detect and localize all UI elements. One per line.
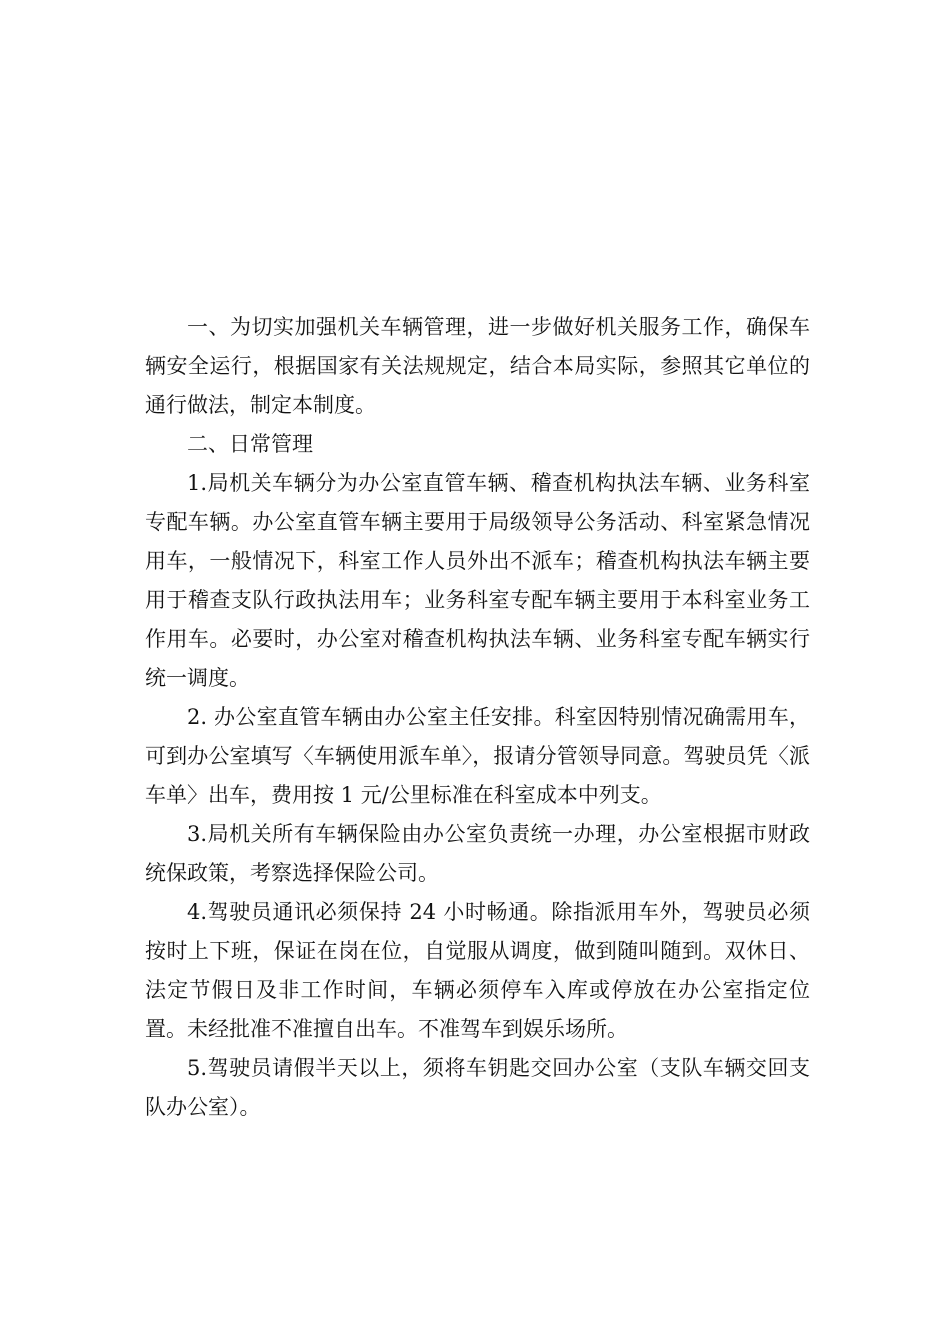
- paragraph-item-2: 2. 办公室直管车辆由办公室主任安排。科室因特别情况确需用车，可到办公室填写〈车辆使用派车单〉，报请分管领导同意。驾驶员凭〈派车单〉出车，费用按 1 元/公里标准在科室成本中列支。: [145, 705, 810, 807]
- paragraph-item-5: 5.驾驶员请假半天以上，须将车钥匙交回办公室（支队车辆交回支队办公室）。: [145, 1056, 810, 1119]
- paragraph-item-3: 3.局机关所有车辆保险由办公室负责统一办理，办公室根据市财政统保政策，考察选择保险公司。: [145, 822, 810, 885]
- paragraph-item-1: 1.局机关车辆分为办公室直管车辆、稽查机构执法车辆、业务科室专配车辆。办公室直管车辆主要用于局级领导公务活动、科室紧急情况用车，一般情况下，科室工作人员外出不派车；稽查机构执法车辆主要用于稽查支队行政执法用车；业务科室专配车辆主要用于本科室业务工作用车。必要时，办公室对稽查机构执法车辆、业务科室专配车辆实行统一调度。: [145, 471, 810, 690]
- paragraph-item-4: 4.驾驶员通讯必须保持 24 小时畅通。除指派用车外，驾驶员必须按时上下班，保证在岗在位，自觉服从调度，做到随叫随到。双休日、法定节假日及非工作时间，车辆必须停车入库或停放在办公室指定位置。未经批准不准擅自出车。不准驾车到娱乐场所。: [145, 900, 810, 1041]
- document-body: [145, 308, 810, 1127]
- section-heading-daily-management: 二、日常管理: [187, 432, 313, 456]
- paragraph-purpose: 一、为切实加强机关车辆管理，进一步做好机关服务工作，确保车辆安全运行，根据国家有关法规规定，结合本局实际，参照其它单位的通行做法，制定本制度。: [145, 315, 810, 417]
